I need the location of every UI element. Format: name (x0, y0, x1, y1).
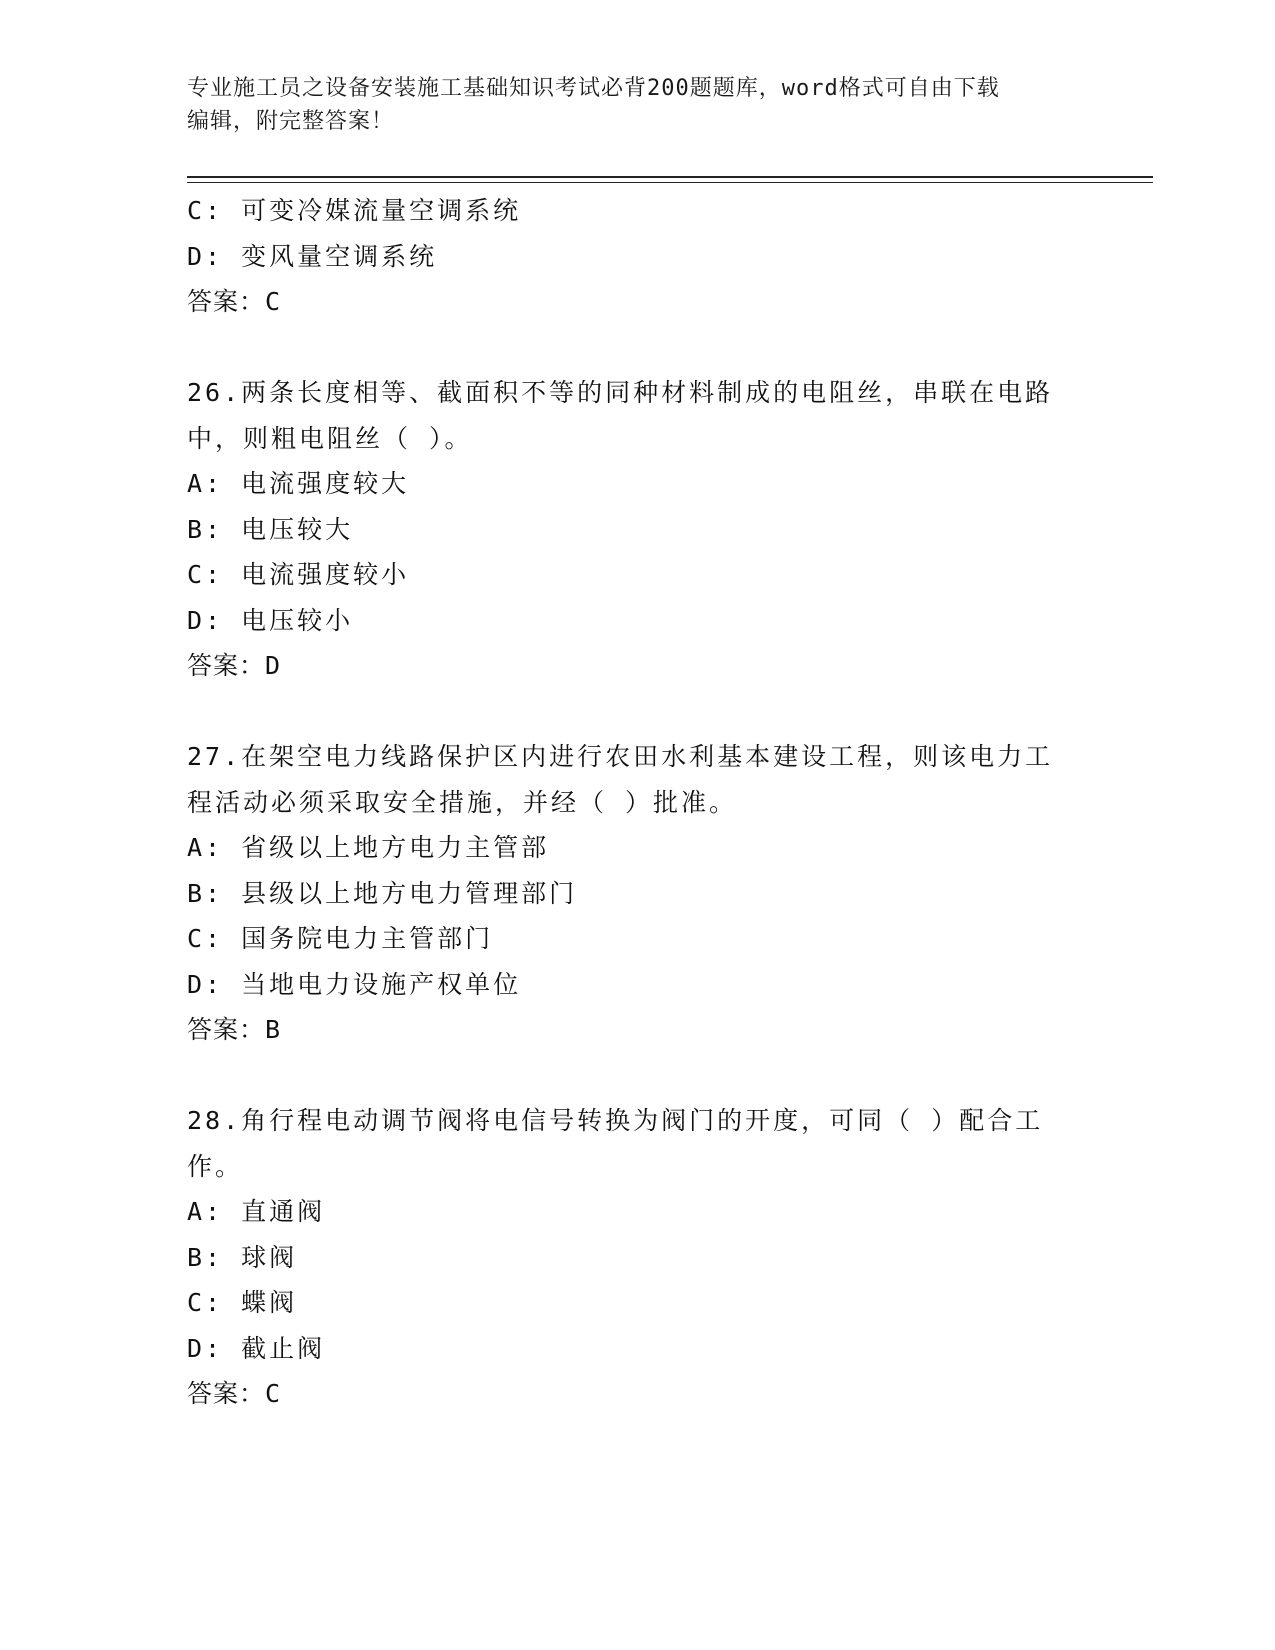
answer-label: 答案： (187, 1015, 266, 1044)
answer-label: 答案： (187, 1379, 266, 1408)
answer-value: D (265, 651, 282, 680)
question-26 (187, 370, 1087, 689)
header-rule-thin (187, 182, 1153, 183)
question-list (187, 188, 1087, 1417)
question-stem-line-1: 28.角行程电动调节阀将电信号转换为阀门的开度，可同（ ）配合工 (187, 1106, 1044, 1135)
question-27 (187, 734, 1087, 1053)
spacer (187, 325, 1087, 371)
answer-value: C (265, 1379, 282, 1408)
question-stem-line-2: 程活动必须采取安全措施，并经（ ）批准。 (187, 787, 738, 817)
option-a: A: 省级以上地方电力主管部 (187, 833, 550, 862)
option-d: D: 变风量空调系统 (187, 241, 438, 271)
answer-line (187, 279, 1087, 325)
answer-value: C (265, 287, 282, 316)
answer-value: B (265, 1015, 282, 1044)
answer-line (187, 643, 1087, 689)
question-stem-line-2: 中，则粗电阻丝（ ）。 (187, 423, 473, 453)
option-d: D: 截止阀 (187, 1333, 326, 1363)
header-rule-thick (187, 176, 1153, 178)
question-25-continuation (187, 188, 1087, 325)
question-28 (187, 1098, 1087, 1417)
question-stem-line-1: 26.两条长度相等、截面积不等的同种材料制成的电阻丝，串联在电路 (187, 378, 1054, 407)
header-title-line-1: 专业施工员之设备安装施工基础知识考试必背200题题库，word格式可自由下载 (187, 76, 1000, 101)
option-b: B: 县级以上地方电力管理部门 (187, 878, 578, 908)
question-stem-line-2: 作。 (187, 1151, 244, 1181)
spacer (187, 1053, 1087, 1099)
option-b: B: 球阀 (187, 1242, 298, 1272)
option-c: C: 可变冷媒流量空调系统 (187, 196, 522, 225)
answer-label: 答案： (187, 287, 266, 316)
header-title-line-2: 编辑，附完整答案！ (187, 109, 395, 134)
answer-line (187, 1371, 1087, 1417)
document-header (187, 72, 1087, 138)
option-d: D: 当地电力设施产权单位 (187, 969, 522, 999)
option-c: C: 电流强度较小 (187, 560, 410, 589)
option-d: D: 电压较小 (187, 605, 354, 635)
option-a: A: 电流强度较大 (187, 469, 410, 498)
answer-label: 答案： (187, 651, 266, 680)
option-b: B: 电压较大 (187, 514, 354, 544)
spacer (187, 689, 1087, 735)
option-a: A: 直通阀 (187, 1197, 326, 1226)
question-stem-line-1: 27.在架空电力线路保护区内进行农田水利基本建设工程，则该电力工 (187, 742, 1054, 771)
option-c: C: 国务院电力主管部门 (187, 924, 494, 953)
answer-line (187, 1007, 1087, 1053)
option-c: C: 蝶阀 (187, 1288, 298, 1317)
